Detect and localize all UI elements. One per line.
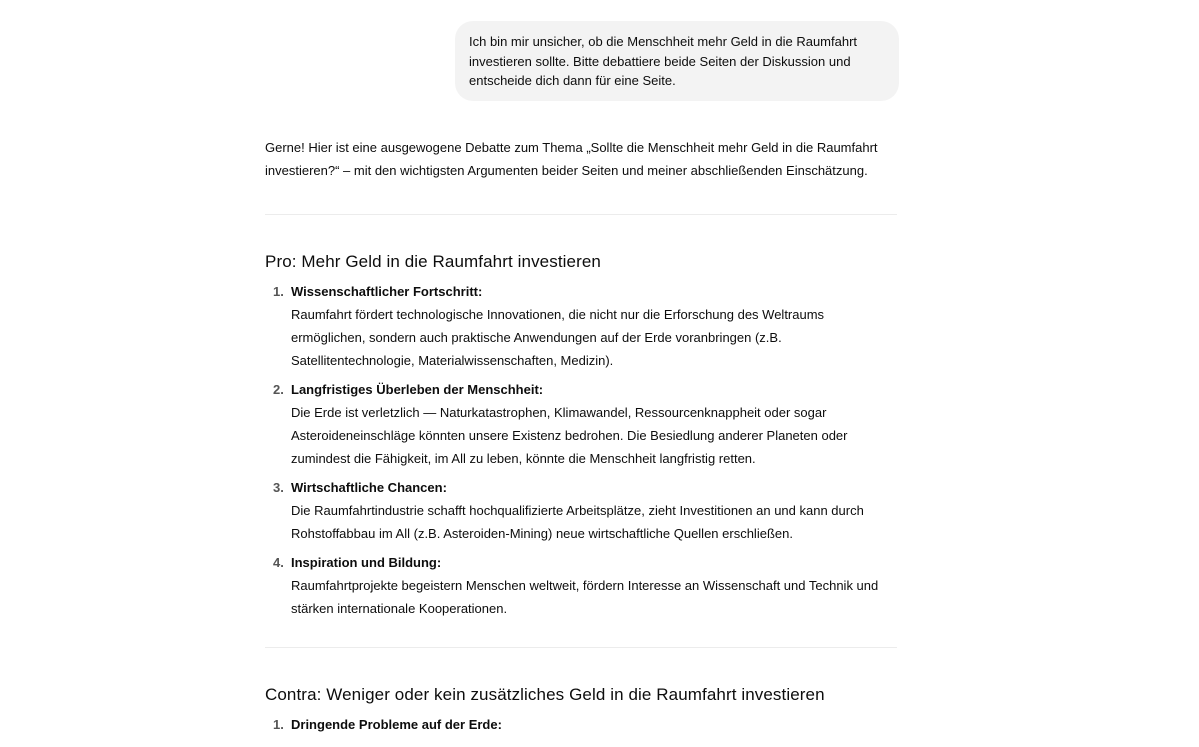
list-number: 1. [273,717,284,732]
list-item [265,378,897,470]
contra-arguments-list [265,713,897,736]
user-message-bubble [455,21,899,101]
argument-text: Raumfahrt fördert technologische Innovationen, die nicht nur die Erforschung des Weltraums ermöglichen, sondern auch praktische Anwendungen auf der Erde voranbringen (z.B. Satellitentechnologie, Materialwissenschaften, Medizin). [291,307,825,368]
argument-title: Wirtschaftliche Chancen: [291,480,447,495]
argument-title: Dringende Probleme auf der Erde: [291,717,502,732]
section-divider [265,214,897,215]
list-number: 4. [273,555,284,570]
list-item [265,713,897,736]
list-item [265,551,897,620]
list-number: 3. [273,480,284,495]
user-message-text: Ich bin mir unsicher, ob die Menschheit mehr Geld in die Raumfahrt investieren sollte. Bitte debattiere beide Seiten der Diskussion und entscheide dich dann für eine Seite. [469,34,858,88]
list-item [265,280,897,372]
pro-arguments-list [265,280,897,620]
pro-section-title: Pro: Mehr Geld in die Raumfahrt investieren [265,252,601,271]
contra-section-title: Contra: Weniger oder kein zusätzliches Geld in die Raumfahrt investieren [265,685,825,704]
argument-title: Inspiration und Bildung: [291,555,442,570]
argument-title: Wissenschaftlicher Fortschritt: [291,284,483,299]
assistant-intro: Gerne! Hier ist eine ausgewogene Debatte zum Thema „Sollte die Menschheit mehr Geld in die Raumfahrt investieren?“ – mit den wichtigsten Argumenten beider Seiten und meiner abschließenden Einschätzung. [265,140,878,178]
list-item [265,476,897,545]
list-number: 2. [273,382,284,397]
argument-text: Die Raumfahrtindustrie schafft hochqualifizierte Arbeitsplätze, zieht Investitionen an und kann durch Rohstoffabbau im All (z.B. Asteroiden-Mining) neue wirtschaftliche Quellen erschließen. [291,503,864,541]
argument-title: Langfristiges Überleben der Menschheit: [291,382,544,397]
section-divider [265,647,897,648]
assistant-message [265,136,897,742]
argument-text: Die Erde ist verletzlich — Naturkatastrophen, Klimawandel, Ressourcenknappheit oder sogar Asteroideneinschläge könnten unsere Existenz bedrohen. Die Besiedlung anderer Planeten oder zumindest die Fähigkeit, im All zu leben, könnte die Menschheit langfristig retten. [291,405,848,466]
list-number: 1. [273,284,284,299]
argument-text: Raumfahrtprojekte begeistern Menschen weltweit, fördern Interesse an Wissenschaft und Technik und stärken internationale Kooperationen. [291,578,879,616]
